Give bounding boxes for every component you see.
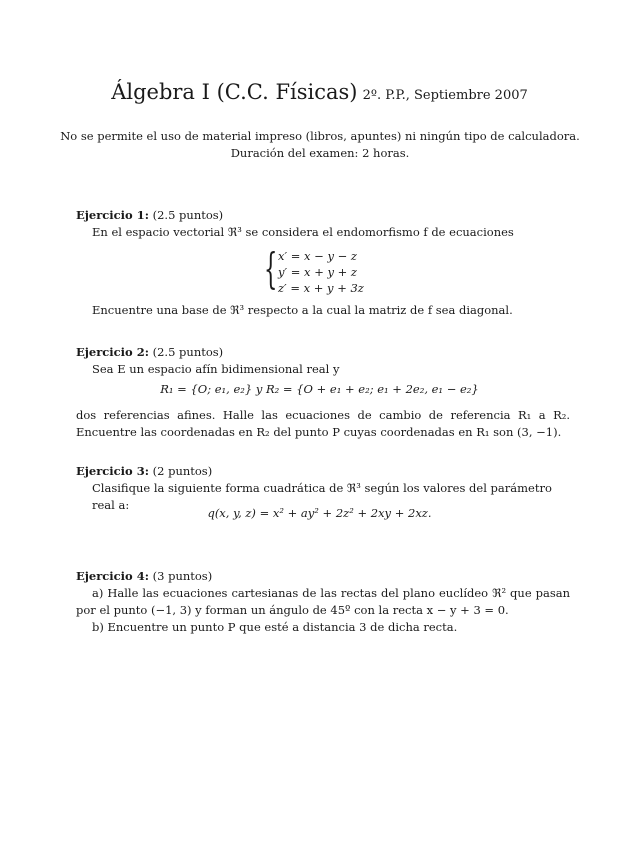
- exercise-4-part-a: a) Halle las ecuaciones cartesianas de las rectas del plano euclídeo ℜ² que pasan por el punto (−1, 3) y forman un ángulo de 45º con la recta x − y + 3 = 0.: [76, 586, 570, 617]
- system-eq-3: z′ = x + y + 3z: [278, 281, 364, 295]
- exercise-2-references: R₁ = {O; e₁, e₂} y R₂ = {O + e₁ + e₂; e₁ + 2e₂, e₁ − e₂}: [160, 382, 479, 396]
- system-eq-2: y′ = x + y + z: [278, 265, 357, 279]
- exercise-2: [76, 344, 570, 378]
- exercise-2-label: Ejercicio 2:: [76, 345, 149, 359]
- exercise-1-question: Encuentre una base de ℜ³ respecto a la cual la matriz de f sea diagonal.: [92, 303, 513, 317]
- exercise-2-intro: Sea E un espacio afín bidimensional real y: [92, 362, 340, 376]
- exercise-3-intro: Clasifique la siguiente forma cuadrática de ℜ³ según los valores del parámetro real a:: [92, 481, 552, 512]
- quadratic-form: q(x, y, z) = x² + ay² + 2z² + 2xy + 2xz.: [207, 506, 432, 520]
- title-main: Álgebra I (C.C. Físicas): [111, 80, 358, 104]
- exercise-1-heading: [76, 207, 570, 224]
- exercise-4: [76, 568, 570, 636]
- exercise-4-points: (3 puntos): [152, 569, 213, 583]
- title-sub: 2º. P.P., Septiembre 2007: [362, 88, 528, 103]
- exercise-2-heading: [76, 344, 570, 361]
- exercise-2-points: (2.5 puntos): [152, 345, 224, 359]
- exercise-4-part-b: b) Encuentre un punto P que esté a distancia 3 de dicha recta.: [92, 620, 458, 634]
- exercise-1: [76, 207, 570, 241]
- left-brace-icon: {: [264, 244, 278, 293]
- system-eq-1: x′ = x − y − z: [278, 249, 357, 263]
- exercise-1-label: Ejercicio 1:: [76, 208, 149, 222]
- exercise-3-label: Ejercicio 3:: [76, 464, 149, 478]
- exercise-3-heading: [76, 463, 570, 480]
- exercise-4-heading: [76, 568, 570, 585]
- exercise-2-question: dos referencias afines. Halle las ecuaciones de cambio de referencia R₁ a R₂. Encuentre las coordenadas en R₂ del punto P cuyas coordenadas en R₁ son (3, −1).: [76, 408, 570, 439]
- instructions-line-1: No se permite el uso de material impreso (libros, apuntes) ni ningún tipo de calculadora.: [60, 129, 580, 143]
- exam-instructions: [60, 128, 580, 162]
- exercise-3-points: (2 puntos): [152, 464, 213, 478]
- exercise-1-intro: En el espacio vectorial ℜ³ se considera el endomorfismo f de ecuaciones: [92, 225, 514, 239]
- instructions-line-2: Duración del examen: 2 horas.: [230, 146, 410, 160]
- exercise-1-question-block: [76, 302, 570, 319]
- equation-system: [264, 244, 404, 296]
- exam-title: [0, 80, 639, 104]
- exercise-4-label: Ejercicio 4:: [76, 569, 149, 583]
- exercise-1-points: (2.5 puntos): [152, 208, 224, 222]
